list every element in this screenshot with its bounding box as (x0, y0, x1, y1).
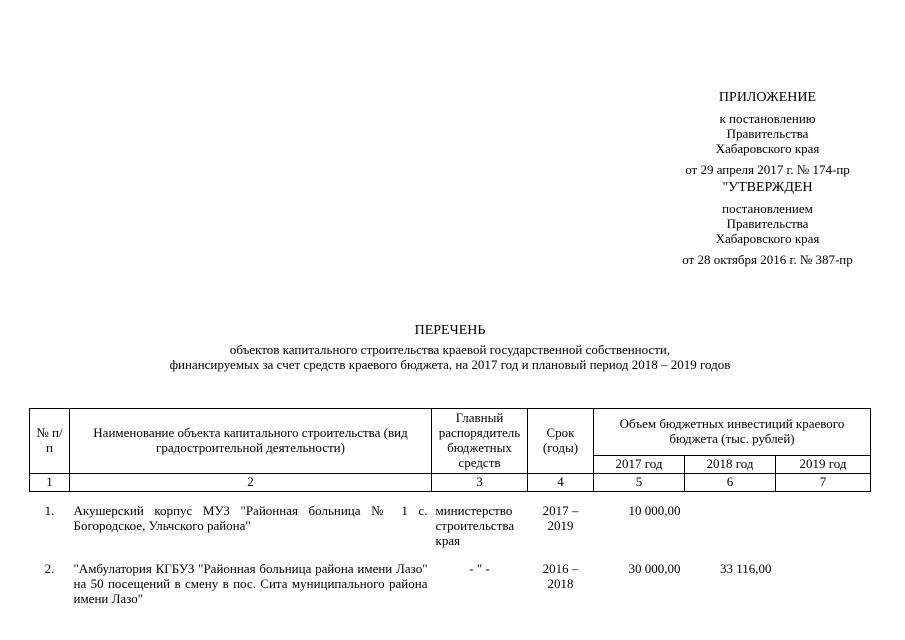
header-investments: Объем бюджетных инвестиций краевого бюджета (тыс. рублей) (594, 409, 871, 456)
appendix-date: от 29 апреля 2017 г. № 174-пр (685, 161, 850, 177)
row-value-2017: 30 000,00 (628, 560, 681, 576)
row-num: 2. (44, 560, 55, 576)
appendix-line: Хабаровского края (715, 140, 820, 156)
header-year-2018: 2018 год (685, 456, 776, 474)
column-number-row (30, 473, 871, 491)
document-title: ПЕРЕЧЕНЬ (414, 323, 486, 338)
column-number: 7 (776, 473, 871, 491)
appendix-line: к постановлению (719, 111, 816, 127)
row-value-2019 (776, 491, 871, 549)
row-term: 2016 – 2018 (542, 560, 579, 591)
approved-heading: "УТВЕРЖДЕН (722, 180, 813, 195)
header-num: № п/п (30, 409, 70, 474)
approved-line: Правительства (726, 216, 809, 232)
column-number: 2 (70, 473, 432, 491)
row-num: 1. (44, 502, 55, 518)
row-value-2017: 10 000,00 (628, 502, 681, 518)
column-number: 3 (432, 473, 528, 491)
row-name: Акушерский корпус МУЗ "Районная больница № 1 с. Богородское, Ульчского района" (73, 502, 428, 533)
approved-block (640, 180, 895, 268)
row-manager: министерство строительства края (435, 502, 515, 548)
row-manager: - " - (469, 560, 490, 576)
row-name: "Амбулатория КГБУЗ "Районная больница района имени Лазо" на 50 посещений в смену в пос. Сита муниципального района имени Лазо" (73, 560, 428, 606)
row-value-2019 (776, 550, 871, 608)
header-year-2019: 2019 год (776, 456, 871, 474)
document-subtitle: финансируемых за счет средств краевого бюджета, на 2017 год и плановый период 2018 – 2019 годов (169, 357, 731, 373)
column-number: 4 (528, 473, 594, 491)
approved-date: от 28 октября 2016 г. № 387-пр (682, 251, 853, 267)
header-term: Срок (годы) (528, 409, 594, 474)
appendix-line: Правительства (726, 126, 809, 142)
approved-line: Хабаровского края (715, 230, 820, 246)
row-value-2018: 33 116,00 (719, 560, 772, 576)
document-subtitle: объектов капитального строительства краевой государственной собственности, (229, 342, 671, 358)
row-value-2018 (685, 491, 776, 549)
table-row (30, 550, 871, 608)
appendix-heading: ПРИЛОЖЕНИЕ (718, 90, 817, 105)
column-number: 6 (685, 473, 776, 491)
header-name: Наименование объекта капитального строительства (вид градостроительной деятельности) (70, 409, 432, 474)
document-title-block (60, 323, 840, 373)
table-row (30, 491, 871, 549)
header-manager: Главный распорядитель бюджетных средств (432, 409, 528, 474)
appendix-block (640, 90, 895, 178)
investment-table (29, 408, 871, 608)
approved-line: постановлением (722, 201, 813, 217)
column-number: 5 (594, 473, 685, 491)
row-term: 2017 – 2019 (542, 502, 579, 533)
header-year-2017: 2017 год (594, 456, 685, 474)
column-number: 1 (30, 473, 70, 491)
